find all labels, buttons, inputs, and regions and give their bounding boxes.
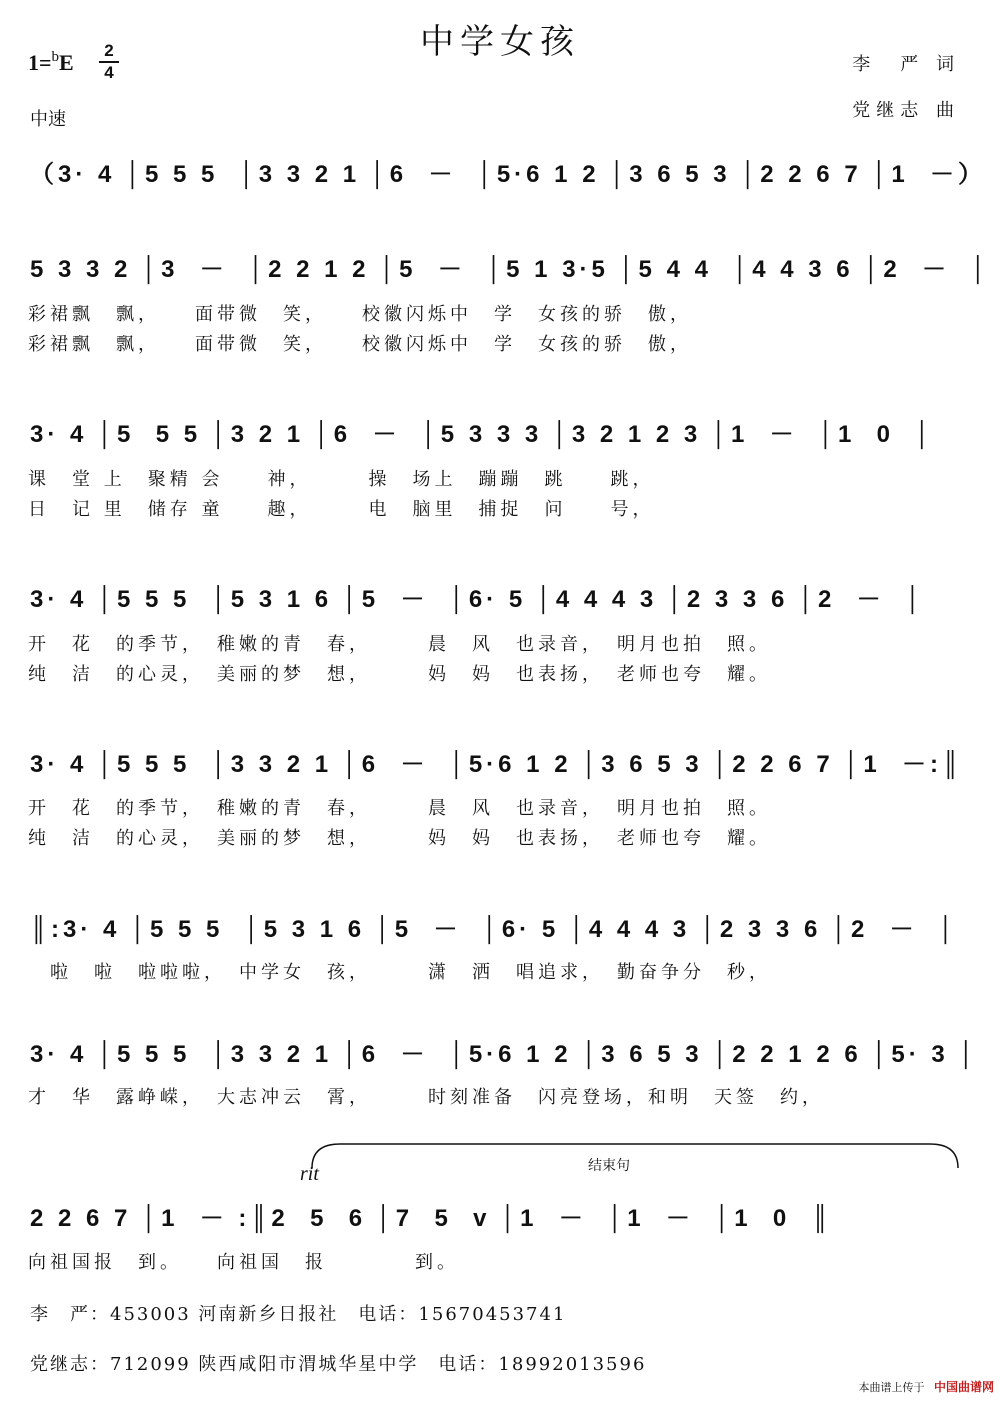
notation-row-3: 3· 4 │5 5 5 │3 2 1 │6 － │5 3 3 3 │3 2 1 2 3 │1 － │1 0 │ [30, 421, 935, 448]
ending-label: 结束句 [588, 1158, 630, 1174]
lyric-row-4-verse-2: 纯 洁 的心灵， 美丽的梦 想， 妈 妈 也表扬， 老师也夸 耀。 [28, 664, 771, 685]
composer-contact: 党继志：712099 陕西咸阳市渭城华星中学 电话：18992013596 [30, 1354, 647, 1375]
lyric-row-4-verse-1: 开 花 的季节， 稚嫩的青 春， 晨 风 也录音， 明月也拍 照。 [28, 634, 771, 655]
notation-row-2: 5 3 3 2 │3 － │2 2 1 2 │5 － │5 1 3·5 │5 4 4 │4 4 3 6 │2 － │ [30, 256, 991, 283]
ending-bracket [310, 1140, 960, 1170]
notation-row-8: 2 2 6 7 │1 － :║2 5 6 │7 5 v │1 － │1 － │1 0 ║ [30, 1205, 833, 1232]
notation-row-5: 3· 4 │5 5 5 │3 3 2 1 │6 － │5·6 1 2 │3 6 5 3 │2 2 6 7 │1 －:║ [30, 751, 964, 778]
key-signature [28, 50, 74, 76]
lyric-row-5-verse-1: 开 花 的季节， 稚嫩的青 春， 晨 风 也录音， 明月也拍 照。 [28, 798, 771, 819]
lyric-row-3-verse-2: 日 记 里 储存 童 趣， 电 脑里 捕捉 问 号， [28, 499, 655, 520]
time-top: 2 [104, 41, 114, 60]
notation-row-7: 3· 4 │5 5 5 │3 3 2 1 │6 － │5·6 1 2 │3 6 5 3 │2 2 1 2 6 │5· 3 │ [30, 1041, 979, 1068]
lyric-row-3-verse-1: 课 堂 上 聚精 会 神， 操 场上 蹦蹦 跳 跳， [28, 469, 655, 490]
lyric-row-2-verse-1: 彩裙飘 飘， 面带微 笑， 校徽闪烁中 学 女孩的骄 傲， [28, 304, 692, 325]
time-bottom: 4 [104, 63, 114, 82]
lyricist-credit: 李 严 词 [852, 54, 960, 75]
notation-row-6: ║:3· 4 │5 5 5 │5 3 1 6 │5 － │6· 5 │4 4 4 3 │2 3 3 6 │2 － │ [30, 916, 958, 943]
upload-credit [858, 1378, 994, 1395]
lyric-row-2-verse-2: 彩裙飘 飘， 面带微 笑， 校徽闪烁中 学 女孩的骄 傲， [28, 334, 692, 355]
lyric-row-7: 才 华 露峥嵘， 大志冲云 霄， 时刻准备 闪亮登场，和明 天签 约， [28, 1087, 824, 1108]
notation-row-4: 3· 4 │5 5 5 │5 3 1 6 │5 － │6· 5 │4 4 4 3 │2 3 3 6 │2 － │ [30, 586, 925, 613]
composer-credit: 党继志 曲 [852, 100, 960, 121]
ritardando-marking: rit [300, 1163, 319, 1185]
lyric-row-6: 啦 啦 啦啦啦， 中学女 孩， 潇 洒 唱追求， 勤奋争分 秒， [28, 962, 771, 983]
key-note: E [59, 50, 74, 75]
notation-row-1: （3· 4 │5 5 5 │3 3 2 1 │6 － │5·6 1 2 │3 6 5 3 │2 2 6 7 │1 －） [30, 161, 987, 188]
lyric-row-5-verse-2: 纯 洁 的心灵， 美丽的梦 想， 妈 妈 也表扬， 老师也夸 耀。 [28, 828, 771, 849]
key-prefix: 1= [28, 50, 52, 75]
time-signature [99, 42, 119, 82]
flat-sign: b [51, 49, 60, 65]
site-logo[interactable]: 中国曲谱网 [933, 1380, 994, 1394]
lyric-row-8: 向祖国报 到。 向祖国 报 到。 [28, 1252, 459, 1273]
upload-text: 本曲谱上传于 [858, 1381, 925, 1394]
song-title: 中学女孩 [420, 22, 580, 62]
tempo-marking: 中速 [30, 109, 66, 130]
lyricist-contact: 李 严：453003 河南新乡日报社 电话：15670453741 [30, 1304, 567, 1325]
